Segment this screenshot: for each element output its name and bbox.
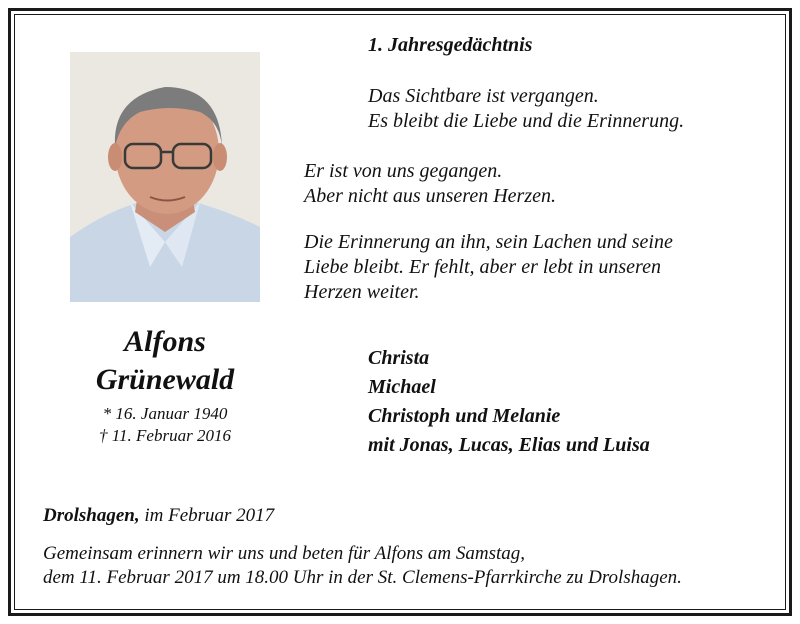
footer-line: Gemeinsam erinnern wir uns und beten für Alfons am Samstag,	[43, 543, 526, 564]
deceased-last-name: Grünewald	[95, 363, 235, 396]
memorial-service-note	[43, 542, 682, 590]
verse-block-3	[304, 230, 673, 305]
family-member: Michael	[368, 376, 436, 398]
portrait-photo	[70, 52, 260, 302]
birth-date: * 16. Januar 1940	[102, 404, 228, 423]
verse-line: Es bleibt die Liebe und die Erinnerung.	[368, 110, 685, 132]
life-dates	[62, 403, 268, 447]
footer-line: dem 11. Februar 2017 um 18.00 Uhr in der St. Clemens-Pfarrkirche zu Drolshagen.	[43, 567, 682, 588]
verse-block-2	[304, 159, 556, 209]
verse-line: Aber nicht aus unseren Herzen.	[304, 185, 556, 207]
family-member: Christa	[368, 347, 430, 369]
family-signatures	[368, 344, 650, 460]
deceased-first-name: Alfons	[124, 325, 206, 358]
verse-line: Er ist von uns gegangen.	[304, 160, 503, 182]
family-member: Christoph und Melanie	[368, 405, 561, 427]
place-and-date	[43, 505, 274, 527]
place-city: Drolshagen,	[43, 505, 140, 526]
family-member: mit Jonas, Lucas, Elias und Luisa	[368, 434, 650, 456]
memorial-heading: 1. Jahresgedächtnis	[368, 34, 533, 56]
verse-line: Die Erinnerung an ihn, sein Lachen und seine	[304, 231, 673, 253]
verse-line: Herzen weiter.	[304, 281, 420, 303]
verse-block-1	[368, 84, 684, 134]
portrait-illustration	[70, 52, 260, 302]
place-date: im Februar 2017	[144, 505, 275, 526]
death-date: † 11. Februar 2016	[99, 426, 231, 445]
verse-line: Das Sichtbare ist vergangen.	[368, 85, 599, 107]
verse-line: Liebe bleibt. Er fehlt, aber er lebt in unseren	[304, 256, 661, 278]
